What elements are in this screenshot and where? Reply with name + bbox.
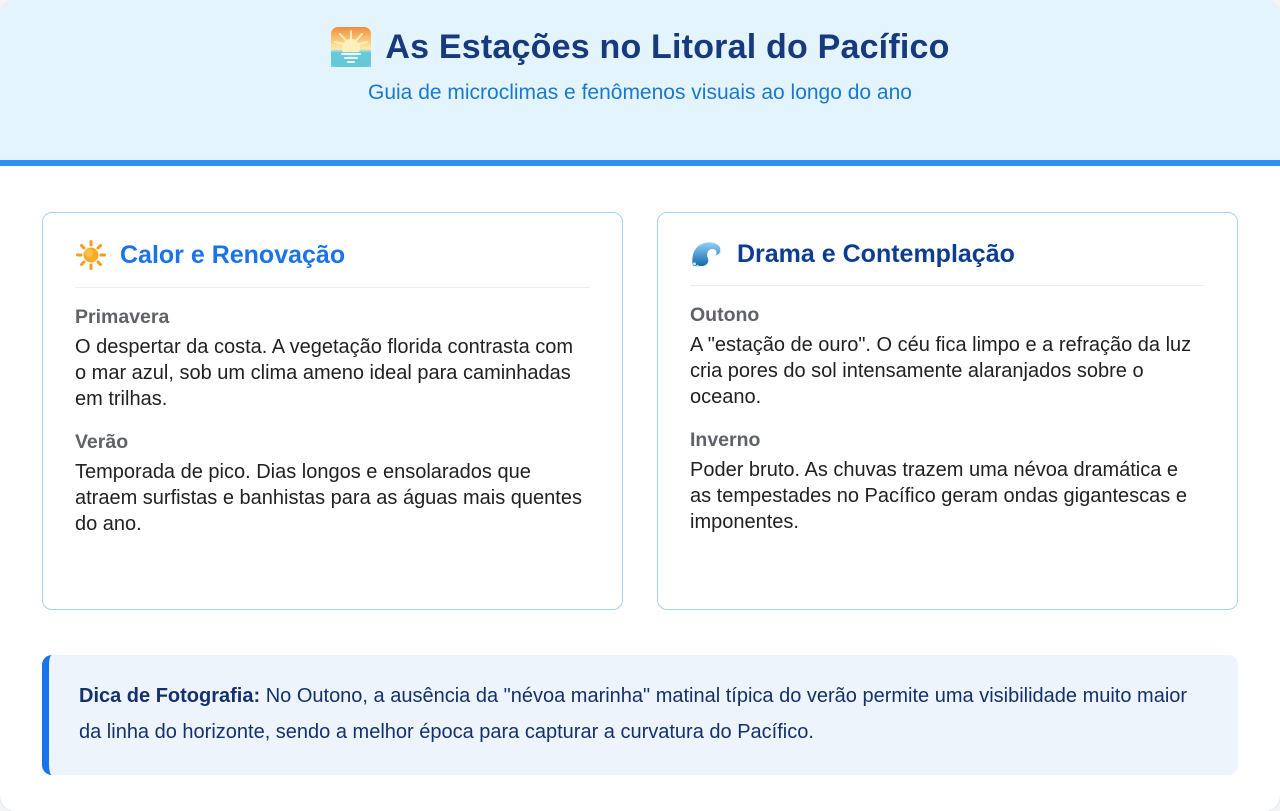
wave-icon xyxy=(690,239,724,269)
tip-label: Dica de Fotografia: xyxy=(79,685,261,707)
season-inverno xyxy=(690,429,1205,536)
card-calor-renovacao xyxy=(42,212,623,610)
card-drama-contemplacao xyxy=(657,212,1238,610)
page-header xyxy=(0,0,1280,166)
season-text: O despertar da costa. A vegetação florida contrasta com o mar azul, sob um clima ameno ideal para caminhadas em trilhas. xyxy=(75,336,574,411)
season-cards xyxy=(42,212,1238,610)
season-name: Primavera xyxy=(75,306,170,328)
season-outono xyxy=(690,304,1205,411)
card-title: Drama e Contemplação xyxy=(737,239,1015,268)
season-name: Verão xyxy=(75,430,129,453)
season-text: A "estação de ouro". O céu fica limpo e a refração da luz cria pores do sol intensamente alaranjados sobre o oceano. xyxy=(690,334,1192,409)
season-text: Poder bruto. As chuvas trazem uma névoa dramática e as tempestades no Pacífico geram ondas gigantescas e imponentes. xyxy=(690,458,1187,533)
title-row xyxy=(20,26,1260,68)
season-name: Outono xyxy=(690,304,760,326)
season-verao xyxy=(75,431,590,538)
photography-tip-callout xyxy=(42,655,1238,775)
page-subtitle: Guia de microclimas e fenômenos visuais ao longo do ano xyxy=(368,81,912,104)
season-primavera xyxy=(75,306,590,413)
card-title: Calor e Renovação xyxy=(120,240,346,269)
card-heading xyxy=(690,239,1205,286)
page-title: As Estações no Litoral do Pacífico xyxy=(385,27,950,66)
sun-icon xyxy=(75,239,107,271)
card-heading xyxy=(75,239,590,288)
tip-text: No Outono, a ausência da "névoa marinha" matinal típica do verão permite uma visibilidade muito maior da linha do horizonte, sendo a melhor época para capturar a curvatura do Pacífico. xyxy=(79,685,1188,743)
season-text: Temporada de pico. Dias longos e ensolarados que atraem surfistas e banhistas para as águas mais quentes do ano. xyxy=(75,460,582,535)
sunrise-icon xyxy=(330,26,372,68)
main-content xyxy=(0,166,1280,775)
season-name: Inverno xyxy=(690,428,761,451)
